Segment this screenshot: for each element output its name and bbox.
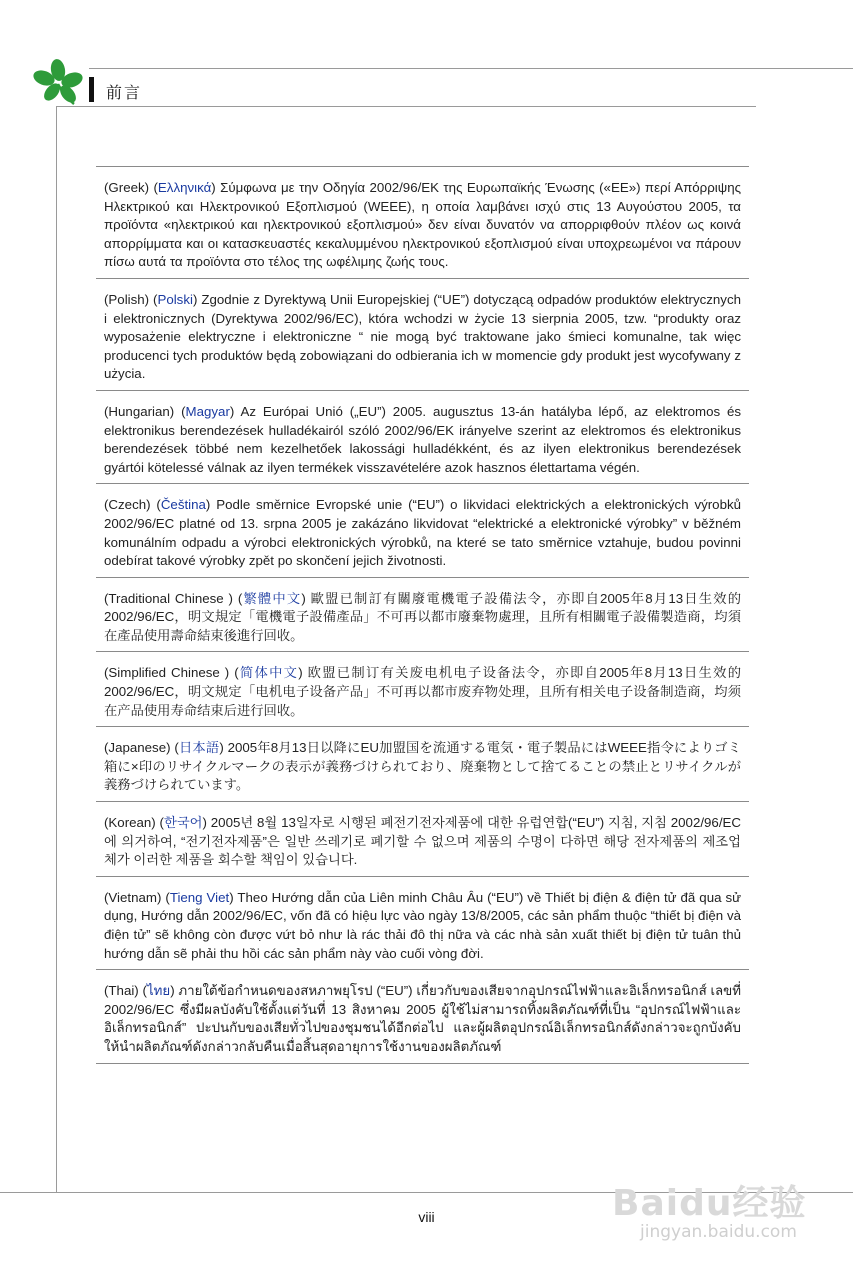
watermark-brand: Baidu经验 — [612, 1183, 807, 1224]
statement-simplified-chinese: (Simplified Chinese ) (简体中文) 欧盟已制订有关废电机电子设备法令，亦即自2005年8月13日生效的2002/96/EC，明文规定「电机电子设备产品」不可再以都市废弃物处理，且所有相关电子设备制造商，均须在产品使用寿命结束后进行回收。 — [96, 652, 749, 727]
lang-en-label: (Simplified Chinese ) — [104, 665, 230, 681]
content-top-rule — [56, 106, 756, 107]
statement-text: 歐盟已制訂有關廢電機電子設備法令，亦即自2005年8月13日生效的2002/96/EC，明文規定「電機電子設備產品」不可再以都市廢棄物處理，且所有相關電子設備製造商，均須在產品使用壽命結束後進行回收。 — [104, 590, 741, 643]
lang-en-label: (Japanese) — [104, 740, 171, 756]
lang-en-label: (Vietnam) — [104, 889, 162, 905]
lang-native-label: ไทย — [146, 983, 171, 999]
statement-text: Σύμφωνα με την Οδηγία 2002/96/ΕΚ της Ευρωπαϊκής Ένωσης («ΕΕ») περί Απόρριψης Ηλεκτρικού και Ηλεκτρονικού Εξοπλισμού (WEEE), η οποία λαμβάνει ισχύ στις 13 Αυγούστου 2005, τα προϊόντα «ηλεκτρικού και ηλεκτρονικού εξοπλισμού» δεν είναι δυνατόν να απορριφθούν πλέον ως κοινά απορρίμματα και οι κατασκευαστές κεκαλυμμένου ηλεκτρονικού εξοπλισμού είναι υποχρεωμένοι να πάρουν πίσω αυτά τα προϊόντα στο τέλος της ωφέλιμης ζωής τους. — [104, 180, 742, 270]
statement-czech: (Czech) (Čeština) Podle směrnice Evropské unie (“EU”) o likvidaci elektrických a elektronických výrobků 2002/96/EC platné od 13. srpna 2005 je zakázáno likvidovat “elektrické a elektronické výrobky” v běžném komunálním odpadu a výrobci elektronických výrobků, na které se tato směrnice vztahuje, budou povinni odebírat takové výrobky zpět po skončení jejich životnosti. — [96, 484, 749, 577]
statement-thai: (Thai) (ไทย) ภายใต้ข้อกำหนดของสหภาพยุโรป (“EU”) เกี่ยวกับของเสียจากอุปกรณ์ไฟฟ้าและอิเล็กทรอนิกส์ เลขที่ 2002/96/EC ซึ่งมีผลบังคับใช้ตั้งแต่วันที่ 13 สิงหาคม 2005 ผู้ใช้ไม่สามารถทิ้งผลิตภัณฑ์ที่เป็น “อุปกรณ์ไฟฟ้าและอิเล็กทรอนิกส์” ปะปนกับของเสียทั่วไปของชุมชนได้อีกต่อไป และผู้ผลิตอุปกรณ์อิเล็กทรอนิกส์ดังกล่าวจะถูกบังคับให้นำผลิตภัณฑ์ดังกล่าวกลับคืนเมื่อสิ้นสุดอายุการใช้งานของผลิตภัณฑ์ — [96, 970, 749, 1063]
lang-native-label: Ελληνικά — [157, 180, 212, 195]
lang-native-label: Magyar — [185, 403, 230, 419]
lang-native-label: Polski — [157, 291, 193, 307]
lang-en-label: (Czech) — [104, 497, 151, 513]
lang-en-label: (Thai) — [104, 983, 139, 999]
lang-en-label: (Polish) — [104, 291, 150, 307]
statement-hungarian: (Hungarian) (Magyar) Az Európai Unió („EU”) 2005. augusztus 13-án hatályba lépő, az elektromos és elektronikus berendezések hulladékairól szóló 2002/96/EK irányelve szerint az elektromos és elektronikus berendezések többé nem kezelhetőek lakossági hulladékként, és az ilyen elektronikus berendezések gyártói kötelessé válnak az ilyen termékek visszavételére azok hasznos élettartama végén. — [96, 391, 749, 484]
lang-native-label: 한국어 — [163, 815, 203, 831]
header-accent-bar — [89, 77, 94, 102]
content-left-rule — [56, 106, 57, 1192]
statement-text: 2005年8月13日以降にEU加盟国を流通する電気・電子製品にはWEEE指令によりゴミ箱に×印のリサイクルマークの表示が義務づけられており、廃棄物として捨てることの禁止とリサイクルが義務づけられています。 — [104, 740, 742, 793]
lang-native-label: Čeština — [160, 497, 206, 513]
lang-native-label: Tieng Viet — [169, 889, 230, 905]
header-rule — [89, 68, 853, 69]
statement-text: Theo Hướng dẫn của Liên minh Châu Âu (“EU”) về Thiết bị điện & điện tử đã qua sử dụng, Hướng dẫn 2002/96/EC, vốn đã có hiệu lực vào ngày 13/8/2005, các sản phẩm thuộc “thiết bị điện và điện tử” sẽ không còn được vứt bỏ như là rác thải đô thị nữa và các nhà sản xuất thiết bị điện tử tuân thủ hướng dẫn sẽ phải thu hồi các sản phẩm này vào cuối vòng đời. — [104, 889, 742, 961]
statement-greek: (Greek) (Ελληνικά) Σύμφωνα με την Οδηγία 2002/96/ΕΚ της Ευρωπαϊκής Ένωσης («ΕΕ») περί Απόρριψης Ηλεκτρικού και Ηλεκτρονικού Εξοπλισμού (WEEE), η οποία λαμβάνει ισχύ στις 13 Αυγούστου 2005, τα προϊόντα «ηλεκτρικού και ηλεκτρονικού εξοπλισμού» δεν είναι δυνατόν να απορριφθούν πλέον ως κοινά απορρίμματα και οι κατασκευαστές κεκαλυμμένου ηλεκτρονικού εξοπλισμού είναι υποχρεωμένοι να πάρουν πίσω αυτά τα προϊόντα στο τέλος της ωφέλιμης ζωής τους. — [96, 167, 749, 279]
lang-en-label: (Hungarian) — [104, 403, 175, 419]
statement-polish: (Polish) (Polski) Zgodnie z Dyrektywą Unii Europejskiej (“UE”) dotyczącą odpadów produktów elektrycznych i elektronicznych (Dyrektywa 2002/96/EC), która wchodzi w życie 13 sierpnia 2005, tzw. “produkty oraz wyposażenie elektryczne i elektroniczne “ nie mogą być traktowane jako śmieci komunalne, tak więc producenci tych produktów będą zobowiązani do odbierania ich w momencie gdy produkt jest wycofywany z użycia. — [96, 279, 749, 391]
statement-text: 欧盟已制订有关废电机电子设备法令，亦即自2005年8月13日生效的2002/96/EC，明文规定「电机电子设备产品」不可再以都市废弃物处理，且所有相关电子设备制造商，均须在产品使用寿命结束后进行回收。 — [104, 665, 741, 718]
weee-statements — [96, 166, 749, 1064]
lang-native-label: 繁體中文 — [242, 590, 302, 606]
lang-native-label: 日本語 — [178, 740, 220, 756]
statement-japanese: (Japanese) (日本語) 2005年8月13日以降にEU加盟国を流通する電気・電子製品にはWEEE指令によりゴミ箱に×印のリサイクルマークの表示が義務づけられており、廃棄物として捨てることの禁止とリサイクルが義務づけられています。 — [96, 727, 749, 802]
page-number: viii — [418, 1209, 435, 1225]
statement-text: Zgodnie z Dyrektywą Unii Europejskiej (“UE”) dotyczącą odpadów produktów elektrycznych i elektronicznych (Dyrektywa 2002/96/EC), która wchodzi w życie 13 sierpnia 2005, tzw. “produkty oraz wyposażenie elektryczne i elektroniczne “ nie mogą być traktowane jako śmieci komunalne, tak więc producenci tych produktów będą zobowiązani do odbierania ich w momencie gdy produkt jest wycofywany z użycia. — [104, 291, 741, 382]
msi-clover-logo-icon — [30, 58, 86, 106]
lang-native-label: 简体中文 — [238, 665, 299, 681]
lang-en-label: (Greek) — [104, 180, 150, 195]
statement-vietnam: (Vietnam) (Tieng Viet) Theo Hướng dẫn của Liên minh Châu Âu (“EU”) về Thiết bị điện & điện tử đã qua sử dụng, Hướng dẫn 2002/96/EC, vốn đã có hiệu lực vào ngày 13/8/2005, các sản phẩm thuộc “thiết bị điện và điện tử” sẽ không còn được vứt bỏ như là rác thải đô thị nữa và các nhà sản xuất thiết bị điện tử tuân thủ hướng dẫn sẽ phải thu hồi các sản phẩm này vào cuối vòng đời. — [96, 877, 749, 970]
watermark-url: jingyan.baidu.com — [640, 1222, 797, 1242]
page-title: 前言 — [106, 83, 143, 102]
statement-text: Podle směrnice Evropské unie (“EU”) o likvidaci elektrických a elektronických výrobků 2002/96/EC platné od 13. srpna 2005 je zakázáno likvidovat “elektrické a elektronické výrobky” v běžném komunálním odpadu a výrobci elektronických výrobků, na které se tato směrnice vztahuje, budou povinni odebírat takové výrobky zpět po skončení jejich životnosti. — [104, 497, 742, 569]
statement-text: Az Európai Unió („EU”) 2005. augusztus 13-án hatályba lépő, az elektromos és elektronikus berendezések hulladékairól szóló 2002/96/EK irányelve szerint az elektromos és elektronikus berendezések többé nem kezelhetőek lakossági hulladékként, és az ilyen elektronikus berendezések gyártói kötelessé válnak az ilyen termékek visszavételére azok hasznos élettartama végén. — [104, 403, 742, 475]
lang-en-label: (Korean) — [104, 815, 156, 831]
statement-text: 2005년 8월 13일자로 시행된 폐전기전자제품에 대한 유럽연합(“EU”) 지침, 지침 2002/96/EC에 의거하여, “전기전자제품”은 일반 쓰레기로 폐기할 수 없으며 제품의 수명이 다하면 해당 전자제품의 제조업체가 이러한 제품을 회수할 책임이 있습니다. — [104, 815, 741, 868]
statement-korean: (Korean) (한국어) 2005년 8월 13일자로 시행된 폐전기전자제품에 대한 유럽연합(“EU”) 지침, 지침 2002/96/EC에 의거하여, “전기전자제품”은 일반 쓰레기로 폐기할 수 없으며 제품의 수명이 다하면 해당 전자제품의 제조업체가 이러한 제품을 회수할 책임이 있습니다. — [96, 802, 749, 877]
lang-en-label: (Traditional Chinese ) — [104, 590, 233, 606]
statement-text: ภายใต้ข้อกำหนดของสหภาพยุโรป (“EU”) เกี่ยวกับของเสียจากอุปกรณ์ไฟฟ้าและอิเล็กทรอนิกส์ เลขที่ 2002/96/EC ซึ่งมีผลบังคับใช้ตั้งแต่วันที่ 13 สิงหาคม 2005 ผู้ใช้ไม่สามารถทิ้งผลิตภัณฑ์ที่เป็น “อุปกรณ์ไฟฟ้าและอิเล็กทรอนิกส์” ปะปนกับของเสียทั่วไปของชุมชนได้อีกต่อไป และผู้ผลิตอุปกรณ์อิเล็กทรอนิกส์ดังกล่าวจะถูกบังคับให้นำผลิตภัณฑ์ดังกล่าวกลับคืนเมื่อสิ้นสุดอายุการใช้งานของผลิตภัณฑ์ — [104, 983, 742, 1054]
statement-traditional-chinese: (Traditional Chinese ) (繁體中文) 歐盟已制訂有關廢電機電子設備法令，亦即自2005年8月13日生效的2002/96/EC，明文規定「電機電子設備產品」不可再以都市廢棄物處理，且所有相關電子設備製造商，均須在產品使用壽命結束後進行回收。 — [96, 578, 749, 653]
